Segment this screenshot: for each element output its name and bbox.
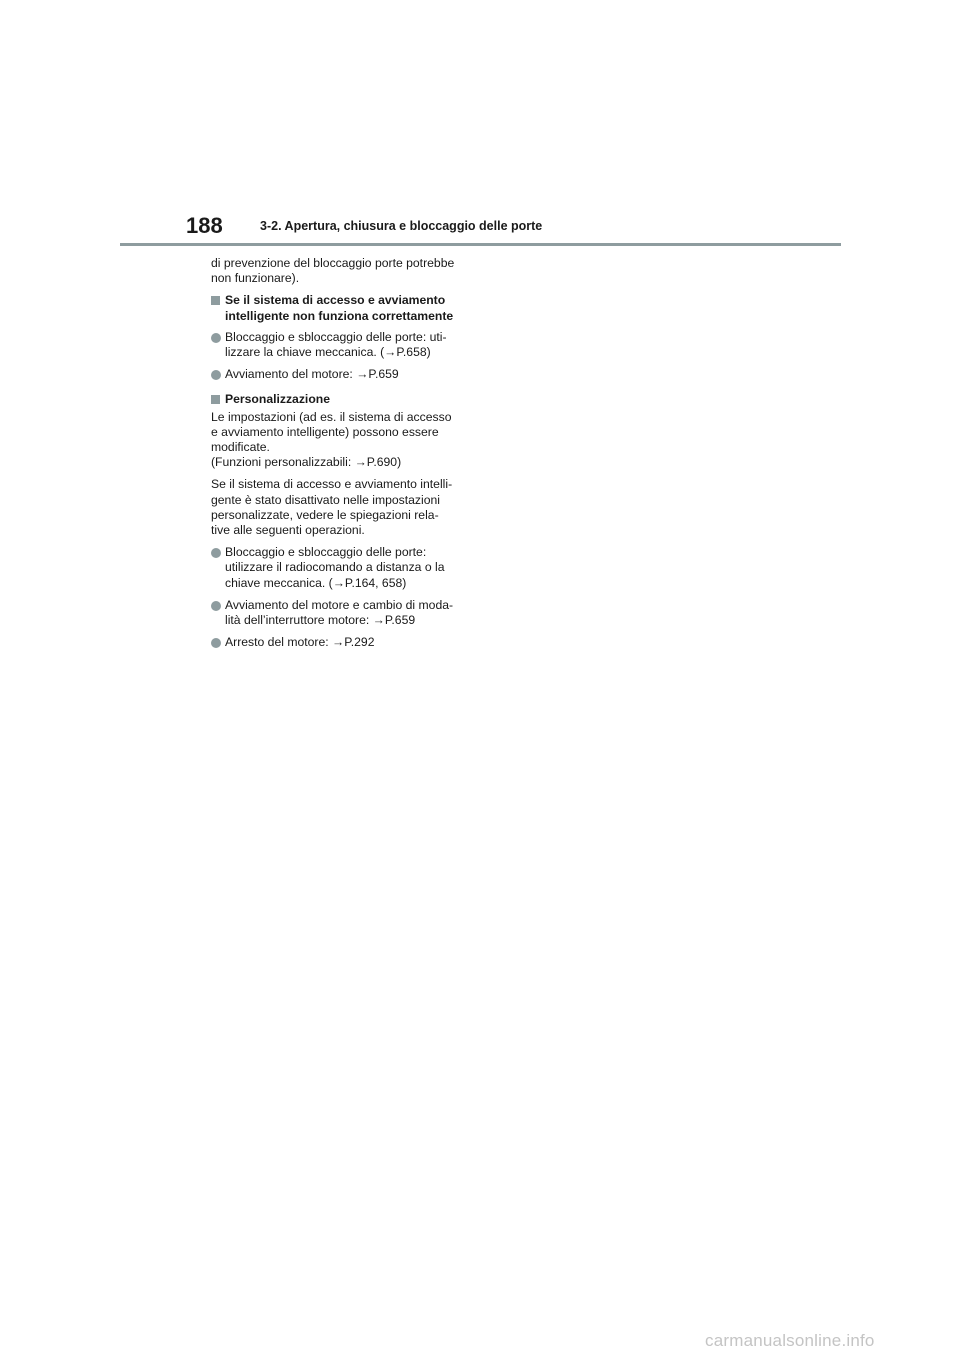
bullet-item: Arresto del motore: →P.292 [211, 635, 473, 650]
square-bullet-icon [211, 395, 220, 404]
section-heading-smart-entry: Se il sistema di accesso e avviamento intelligente non funziona correttamente [211, 293, 473, 323]
bullet-item: Avviamento del motore e cambio di moda- lità dell’interruttore motore: →P.659 [211, 598, 473, 628]
page-number: 188 [186, 213, 223, 238]
intro-paragraph: di prevenzione del bloccaggio porte potrebbe non funzionare). [211, 256, 455, 286]
customization-paragraph: Le impostazioni (ad es. il sistema di accesso e avviamento intelligente) possono essere modificate. (Funzioni personalizzabili: →P.690) [211, 409, 452, 470]
deactivated-paragraph: Se il sistema di accesso e avviamento intelli- gente è stato disattivato nelle impostazioni personalizzate, vedere le spiegazioni rela- tive alle seguenti operazioni. [211, 477, 453, 538]
bullet-item: Avviamento del motore: →P.659 [211, 367, 473, 382]
circle-bullet-icon [211, 638, 221, 648]
circle-bullet-icon [211, 601, 221, 611]
page-content [211, 256, 473, 657]
section-heading-personalizzazione: Personalizzazione [211, 392, 473, 407]
watermark: carmanualsonline.info [705, 1331, 875, 1350]
circle-bullet-icon [211, 370, 221, 380]
section-title: 3-2. Apertura, chiusura e bloccaggio delle porte [260, 219, 543, 233]
square-bullet-icon [211, 296, 220, 305]
circle-bullet-icon [211, 548, 221, 558]
bullet-item: Bloccaggio e sbloccaggio delle porte: utilizzare il radiocomando a distanza o la chiave meccanica. (→P.164, 658) [211, 545, 473, 591]
header-rule [120, 243, 841, 246]
bullet-item: Bloccaggio e sbloccaggio delle porte: uti- lizzare la chiave meccanica. (→P.658) [211, 330, 473, 360]
circle-bullet-icon [211, 333, 221, 343]
